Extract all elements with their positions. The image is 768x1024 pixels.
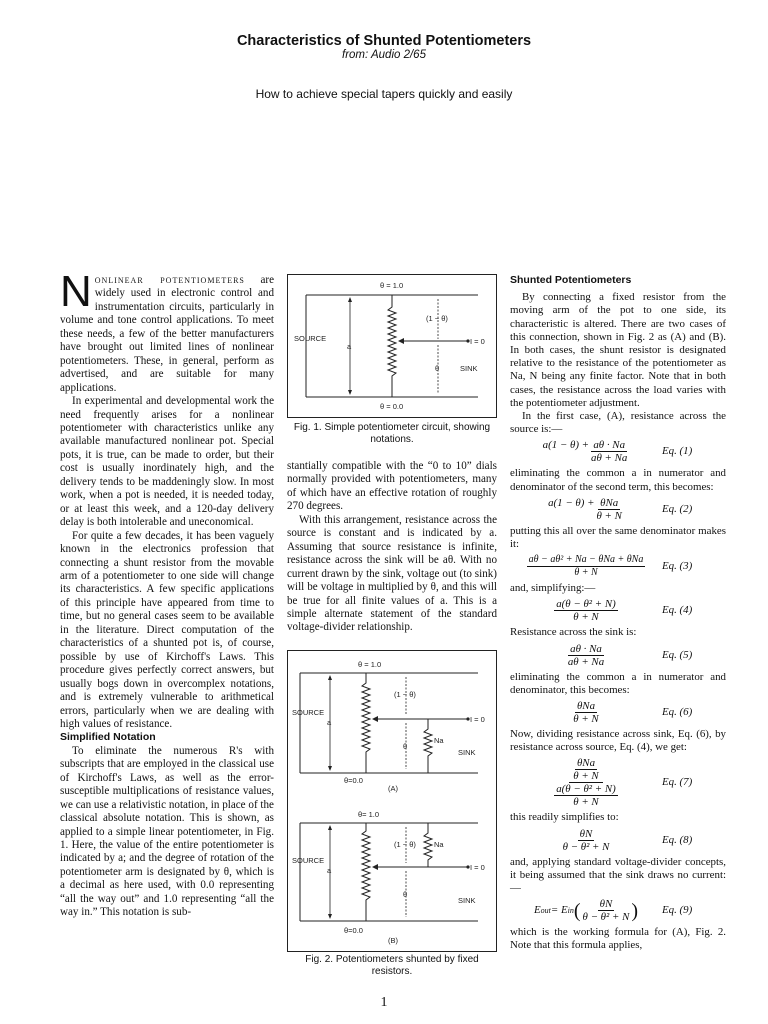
eq5-den: aθ + Na — [567, 655, 605, 668]
fig2b-label-theta-bottom: θ=0.0 — [344, 926, 363, 935]
eq2-pre: a(1 − θ) + — [548, 496, 595, 509]
fig2a-label-i0: I = 0 — [470, 715, 485, 724]
paragraph: Resistance across the sink is: — [510, 626, 637, 639]
fig1-label-theta-top: θ = 1.0 — [380, 281, 404, 290]
fig2b-label-a: a — [327, 866, 332, 875]
page-number: 1 — [380, 995, 388, 1010]
fig1-label-i0: I = 0 — [470, 337, 485, 346]
eq7-num-den: θ + N — [573, 770, 599, 783]
figure-2-caption: Fig. 2. Potentiometers shunted by fixed resistors. — [305, 954, 479, 977]
fig2b-label-theta: θ — [403, 890, 408, 899]
equation-5 — [510, 643, 726, 668]
figure-1-caption: Fig. 1. Simple potentiometer circuit, showing notations. — [293, 422, 491, 445]
fig2a-label-theta: θ — [403, 742, 408, 751]
fig2b-label-theta-top: θ= 1.0 — [358, 810, 380, 819]
scanned-article — [50, 262, 730, 990]
eq3-label: Eq. (3) — [662, 560, 693, 573]
figure-2-circuits — [287, 650, 497, 952]
paragraph: By connecting a fixed resistor from the moving arm of the pot to one side, its characteristic is altered. There are two cases of this connection, shown in Fig. 2 as (A) and (B). In both cases, the shunt resistor is designated relative to the resistance of the potentiometer as Na, N being any finite factor. Note that in both cases, the resistance across the load varies with the potentiometer adjustment. — [510, 291, 726, 409]
column-2-text — [287, 460, 497, 635]
fig2a-label-theta-bottom: θ=0.0 — [344, 776, 363, 785]
paragraph: In experimental and developmental work the need frequently arises for a nonlinear potentiometer with characteristics unlike any available manufactured nonlinear pot. Special pots, it is true, can be made to order, but their cost is usually inordinately high, and the delivery tends to be maddeningly slow. In most work, when a pot is needed, it is needed today, or at least this week, and a 120-day delivery delay is both intolerable and uneconomical. — [60, 395, 274, 529]
eq2-label: Eq. (2) — [662, 502, 693, 515]
fig1-label-theta-bottom: θ = 0.0 — [380, 402, 404, 411]
paragraph: eliminating the common a in numerator and denominator of the second term, this becomes: — [510, 467, 726, 493]
eq6-label: Eq. (6) — [662, 705, 693, 718]
tagline: How to achieve special tapers quickly and easily — [255, 87, 513, 101]
fig2b-label-na: Na — [434, 840, 444, 849]
eq9-eout: E — [533, 904, 541, 917]
fig2a-label-a: a — [327, 718, 332, 727]
eq1-num: aθ · Na — [593, 439, 626, 452]
source-citation: from: Audio 2/65 — [342, 49, 426, 61]
eq7-num-num: θNa — [576, 757, 596, 770]
paragraph: and, applying standard voltage-divider concepts, it being assumed that the sink draws no current:— — [510, 855, 726, 895]
eq2-num: θNa — [600, 496, 619, 509]
fig2b-label-i0: I = 0 — [470, 863, 485, 872]
equation-1 — [510, 439, 726, 464]
eq7-den-den: θ + N — [573, 796, 599, 809]
eq9-ein: = E — [550, 904, 568, 917]
fig2b-label-source: SOURCE — [292, 856, 325, 865]
eq1-label: Eq. (1) — [662, 445, 693, 458]
fig1-label-sink: SINK — [460, 364, 478, 373]
eq4-den: θ + N — [573, 611, 599, 624]
eq7-den-num: a(θ − θ² + N) — [556, 783, 616, 796]
equation-4 — [510, 598, 726, 623]
equation-9: E out = E in ( $\frac{\theta N}{\text{θ − θ² + N}}$ ) Eq. (9) — [510, 898, 726, 923]
eq6-den: θ + N — [573, 713, 599, 726]
fig1-label-theta: θ — [435, 364, 440, 373]
eq2-den: θ + N — [596, 509, 622, 522]
eq3-den: θ + N — [574, 567, 598, 579]
paragraph: For quite a few decades, it has been vaguely known in the electronics profession that connecting a shunt resistor from the movable arm of a potentiometer to one side will change its characteristics. A few specific applications of this principle have appeared from time to time, but no general cases seem to be available in the literature. Direct computation of the characteristics of a shunted pot is, of course, possible by use of Kirchoff's Laws. This procedure gives perfectly correct answers, but usually bogs down in overcomplex notations, and is extremely vulnerable to arithmetical errors, particularly when we are dealing with high values of resistance. — [60, 529, 274, 730]
eq9-ein-sub: in — [567, 906, 574, 916]
paragraph: and, simplifying:— — [510, 582, 596, 595]
fig2-panel-a-label: (A) — [388, 784, 398, 793]
eq4-num: a(θ − θ² + N) — [556, 598, 616, 611]
fig2a-label-sink: SINK — [458, 748, 476, 757]
eq8-den: θ − θ² + N — [562, 840, 610, 853]
fig2b-label-sink: SINK — [458, 896, 476, 905]
eq8-num: θN — [579, 827, 593, 840]
eq5-label: Eq. (5) — [662, 648, 693, 661]
paragraph: eliminating the common a in numerator and denominator, this becomes: — [510, 670, 726, 696]
equation-2 — [510, 497, 726, 522]
paragraph: putting this all over the same denominator makes it: — [510, 524, 726, 551]
equation-3 — [510, 554, 726, 579]
equation-7 — [510, 757, 726, 808]
paragraph: To eliminate the numerous R's with subscripts that are employed in the classical use of Kirchoff's Laws, as well as the error-susceptible multiplications of resistance values, we can use a relativistic notation, in place of the classical absolute notation. This is shown, as applied to a simple linear potentiometer, in Fig. 1. Here, the value of the entire potentiometer is indicated by a; and the degree of rotation of the potentiometer arm is designated by θ, which is a decimal as here used, with 0.0 representing “all the way out” and 1.0 representing “all the way in.” This notation is sub- — [60, 744, 274, 919]
fig2-panel-b-label: (B) — [388, 936, 398, 945]
figure-1-circuit — [287, 274, 497, 418]
page-title: Characteristics of Shunted Potentiometers — [236, 33, 532, 49]
eq9-num: θN — [599, 898, 613, 911]
paragraph: this readily simplifies to: — [510, 811, 619, 824]
paragraph: In the first case, (A), resistance across the source is:— — [510, 410, 726, 436]
paragraph: Now, dividing resistance across sink, Eq. (6), by resistance across source, Eq. (4), we get: — [510, 728, 726, 754]
fig2a-label-na: Na — [434, 736, 444, 745]
drop-cap: N — [60, 267, 92, 316]
eq9-eout-sub: out — [540, 906, 551, 916]
fig2a-label-source: SOURCE — [292, 708, 325, 717]
eq1-den: aθ + Na — [591, 452, 628, 465]
equation-8 — [510, 828, 726, 853]
section-heading: Shunted Potentiometers — [510, 274, 632, 286]
equation-6 — [510, 700, 726, 725]
eq1-pre: a(1 − θ) + — [542, 439, 590, 452]
lead-text: are widely used in electronic control and instrumentation circuits, particularly in volume and tone control applications. To meet these needs, a few of the better manufacturers have brought out limited lines of nonlinear potentiometers. These, in general, perform as advertised, and are suitable for many applications. — [60, 274, 274, 394]
section-heading: Simplified Notation — [60, 731, 156, 744]
eq3-num: aθ − aθ² + Na − θNa + θNa — [528, 554, 644, 566]
column-1 — [60, 267, 274, 920]
eq7-label: Eq. (7) — [662, 776, 693, 789]
fig2b-label-one-minus-theta: (1 − θ) — [394, 840, 416, 849]
eq9-den: θ − θ² + N — [582, 911, 630, 924]
eq6-num: θNa — [576, 700, 596, 713]
fig2a-label-one-minus-theta: (1 − θ) — [394, 690, 416, 699]
paragraph: With this arrangement, resistance across the source is constant and is indicated by a. Assuming that source resistance is infinite, resistance across the sink will be aθ. With no current drawn by the sink, voltage out (to sink) will be voltage in multiplied by θ, and this will be true for all finite values of a. This is a simple alternate statement of the standard voltage-divider relationship. — [287, 513, 497, 634]
eq4-label: Eq. (4) — [662, 604, 693, 617]
eq8-label: Eq. (8) — [662, 833, 693, 846]
paragraph: which is the working formula for (A), Fig. 2. Note that this formula applies, — [510, 926, 726, 952]
intro-paragraph — [60, 267, 274, 395]
eq5-num: aθ · Na — [570, 642, 602, 655]
fig1-label-source: SOURCE — [294, 334, 327, 343]
paragraph: stantially compatible with the “0 to 10” dials normally provided with potentiometers, many of which have an effective rotation of roughly 270 degrees. — [287, 460, 497, 513]
fig1-label-one-minus-theta: (1 − θ) — [426, 314, 448, 323]
lead-smallcaps: onlinear potentiometers — [94, 274, 245, 286]
fig2a-label-theta-top: θ = 1.0 — [358, 660, 382, 669]
eq9-label: Eq. (9) — [662, 904, 693, 917]
fig1-label-a: a — [347, 342, 352, 351]
column-3 — [510, 274, 726, 953]
